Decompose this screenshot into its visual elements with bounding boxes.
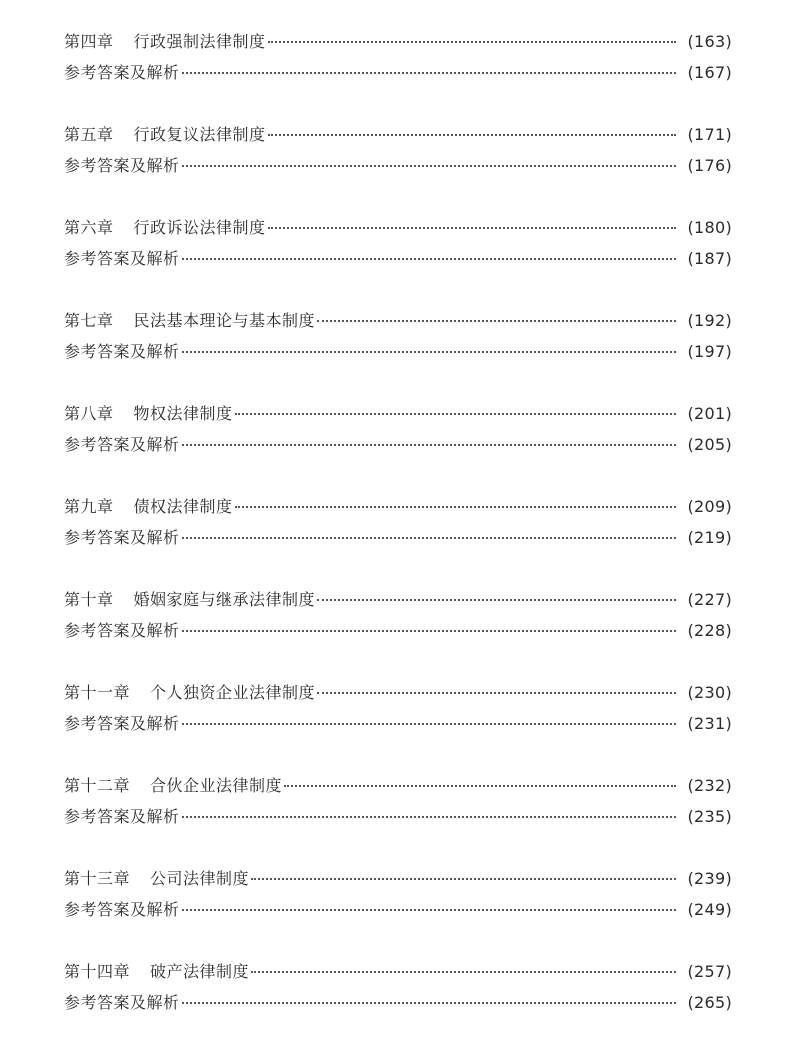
- chapter-number: 第十二章: [64, 776, 131, 795]
- chapter-number: 第十章: [64, 590, 114, 609]
- dot-leader: [268, 41, 676, 43]
- dot-leader: [251, 878, 676, 880]
- dot-leader: [235, 506, 676, 508]
- chapter-title: 个人独资企业法律制度: [150, 683, 316, 702]
- answer-page-number: (249): [687, 900, 732, 919]
- toc-answer-row[interactable]: [64, 708, 732, 739]
- toc-chapter-group: [64, 119, 732, 212]
- chapter-title: 行政强制法律制度: [133, 32, 266, 51]
- answer-page-number: (167): [687, 63, 732, 82]
- dot-leader: [284, 785, 676, 787]
- toc-answer-row[interactable]: [64, 522, 732, 553]
- dot-leader: [182, 444, 676, 446]
- answer-page-number: (228): [687, 621, 732, 640]
- toc-chapter-group: [64, 770, 732, 863]
- dot-leader: [182, 258, 676, 260]
- toc-chapter-row[interactable]: [64, 26, 732, 57]
- answer-page-number: (219): [687, 528, 732, 547]
- toc-chapter-group: [64, 398, 732, 491]
- dot-leader: [268, 134, 676, 136]
- dot-leader: [251, 971, 676, 973]
- toc-answer-row[interactable]: [64, 336, 732, 367]
- toc-answer-row[interactable]: [64, 801, 732, 832]
- table-of-contents: [64, 26, 732, 1049]
- answer-label: 参考答案及解析: [64, 342, 180, 361]
- chapter-page-number: (180): [687, 218, 732, 237]
- answer-label: 参考答案及解析: [64, 993, 180, 1012]
- chapter-page-number: (227): [687, 590, 732, 609]
- toc-chapter-row[interactable]: [64, 212, 732, 243]
- dot-leader: [182, 1002, 676, 1004]
- answer-label: 参考答案及解析: [64, 900, 180, 919]
- toc-chapter-row[interactable]: [64, 398, 732, 429]
- dot-leader: [268, 227, 676, 229]
- chapter-page-number: (239): [687, 869, 732, 888]
- chapter-number: 第七章: [64, 311, 114, 330]
- answer-page-number: (231): [687, 714, 732, 733]
- chapter-title: 行政复议法律制度: [133, 125, 266, 144]
- dot-leader: [182, 909, 676, 911]
- chapter-title: 破产法律制度: [150, 962, 250, 981]
- chapter-page-number: (163): [687, 32, 732, 51]
- toc-answer-row[interactable]: [64, 987, 732, 1018]
- chapter-page-number: (232): [687, 776, 732, 795]
- chapter-number: 第六章: [64, 218, 114, 237]
- chapter-title: 民法基本理论与基本制度: [133, 311, 316, 330]
- chapter-page-number: (257): [687, 962, 732, 981]
- dot-leader: [317, 692, 676, 694]
- chapter-number: 第五章: [64, 125, 114, 144]
- dot-leader: [317, 599, 676, 601]
- dot-leader: [317, 320, 676, 322]
- toc-answer-row[interactable]: [64, 615, 732, 646]
- toc-chapter-group: [64, 305, 732, 398]
- toc-answer-row[interactable]: [64, 429, 732, 460]
- toc-chapter-row[interactable]: [64, 677, 732, 708]
- toc-chapter-row[interactable]: [64, 956, 732, 987]
- dot-leader: [182, 72, 676, 74]
- answer-label: 参考答案及解析: [64, 63, 180, 82]
- chapter-number: 第十一章: [64, 683, 131, 702]
- chapter-title: 婚姻家庭与继承法律制度: [133, 590, 316, 609]
- answer-page-number: (187): [687, 249, 732, 268]
- toc-chapter-row[interactable]: [64, 119, 732, 150]
- chapter-title: 合伙企业法律制度: [150, 776, 283, 795]
- answer-page-number: (265): [687, 993, 732, 1012]
- chapter-page-number: (171): [687, 125, 732, 144]
- toc-chapter-row[interactable]: [64, 305, 732, 336]
- dot-leader: [182, 723, 676, 725]
- toc-chapter-row[interactable]: [64, 863, 732, 894]
- dot-leader: [182, 351, 676, 353]
- toc-chapter-group: [64, 863, 732, 956]
- toc-chapter-row[interactable]: [64, 584, 732, 615]
- answer-label: 参考答案及解析: [64, 807, 180, 826]
- chapter-number: 第十三章: [64, 869, 131, 888]
- chapter-page-number: (209): [687, 497, 732, 516]
- toc-answer-row[interactable]: [64, 894, 732, 925]
- toc-answer-row[interactable]: [64, 150, 732, 181]
- dot-leader: [182, 630, 676, 632]
- answer-page-number: (176): [687, 156, 732, 175]
- answer-label: 参考答案及解析: [64, 714, 180, 733]
- answer-label: 参考答案及解析: [64, 249, 180, 268]
- chapter-page-number: (201): [687, 404, 732, 423]
- chapter-page-number: (230): [687, 683, 732, 702]
- chapter-number: 第八章: [64, 404, 114, 423]
- answer-page-number: (205): [687, 435, 732, 454]
- chapter-title: 公司法律制度: [150, 869, 250, 888]
- dot-leader: [182, 537, 676, 539]
- answer-label: 参考答案及解析: [64, 621, 180, 640]
- answer-page-number: (235): [687, 807, 732, 826]
- answer-label: 参考答案及解析: [64, 528, 180, 547]
- toc-answer-row[interactable]: [64, 243, 732, 274]
- dot-leader: [235, 413, 676, 415]
- chapter-number: 第四章: [64, 32, 114, 51]
- toc-chapter-group: [64, 212, 732, 305]
- answer-label: 参考答案及解析: [64, 156, 180, 175]
- toc-answer-row[interactable]: [64, 57, 732, 88]
- dot-leader: [182, 816, 676, 818]
- toc-chapter-group: [64, 26, 732, 119]
- toc-chapter-group: [64, 584, 732, 677]
- toc-chapter-group: [64, 956, 732, 1049]
- toc-chapter-group: [64, 677, 732, 770]
- chapter-title: 物权法律制度: [133, 404, 233, 423]
- chapter-page-number: (192): [687, 311, 732, 330]
- dot-leader: [182, 165, 676, 167]
- toc-chapter-row[interactable]: [64, 491, 732, 522]
- toc-chapter-row[interactable]: [64, 770, 732, 801]
- chapter-number: 第九章: [64, 497, 114, 516]
- chapter-number: 第十四章: [64, 962, 131, 981]
- answer-label: 参考答案及解析: [64, 435, 180, 454]
- chapter-title: 债权法律制度: [133, 497, 233, 516]
- chapter-title: 行政诉讼法律制度: [133, 218, 266, 237]
- toc-chapter-group: [64, 491, 732, 584]
- answer-page-number: (197): [687, 342, 732, 361]
